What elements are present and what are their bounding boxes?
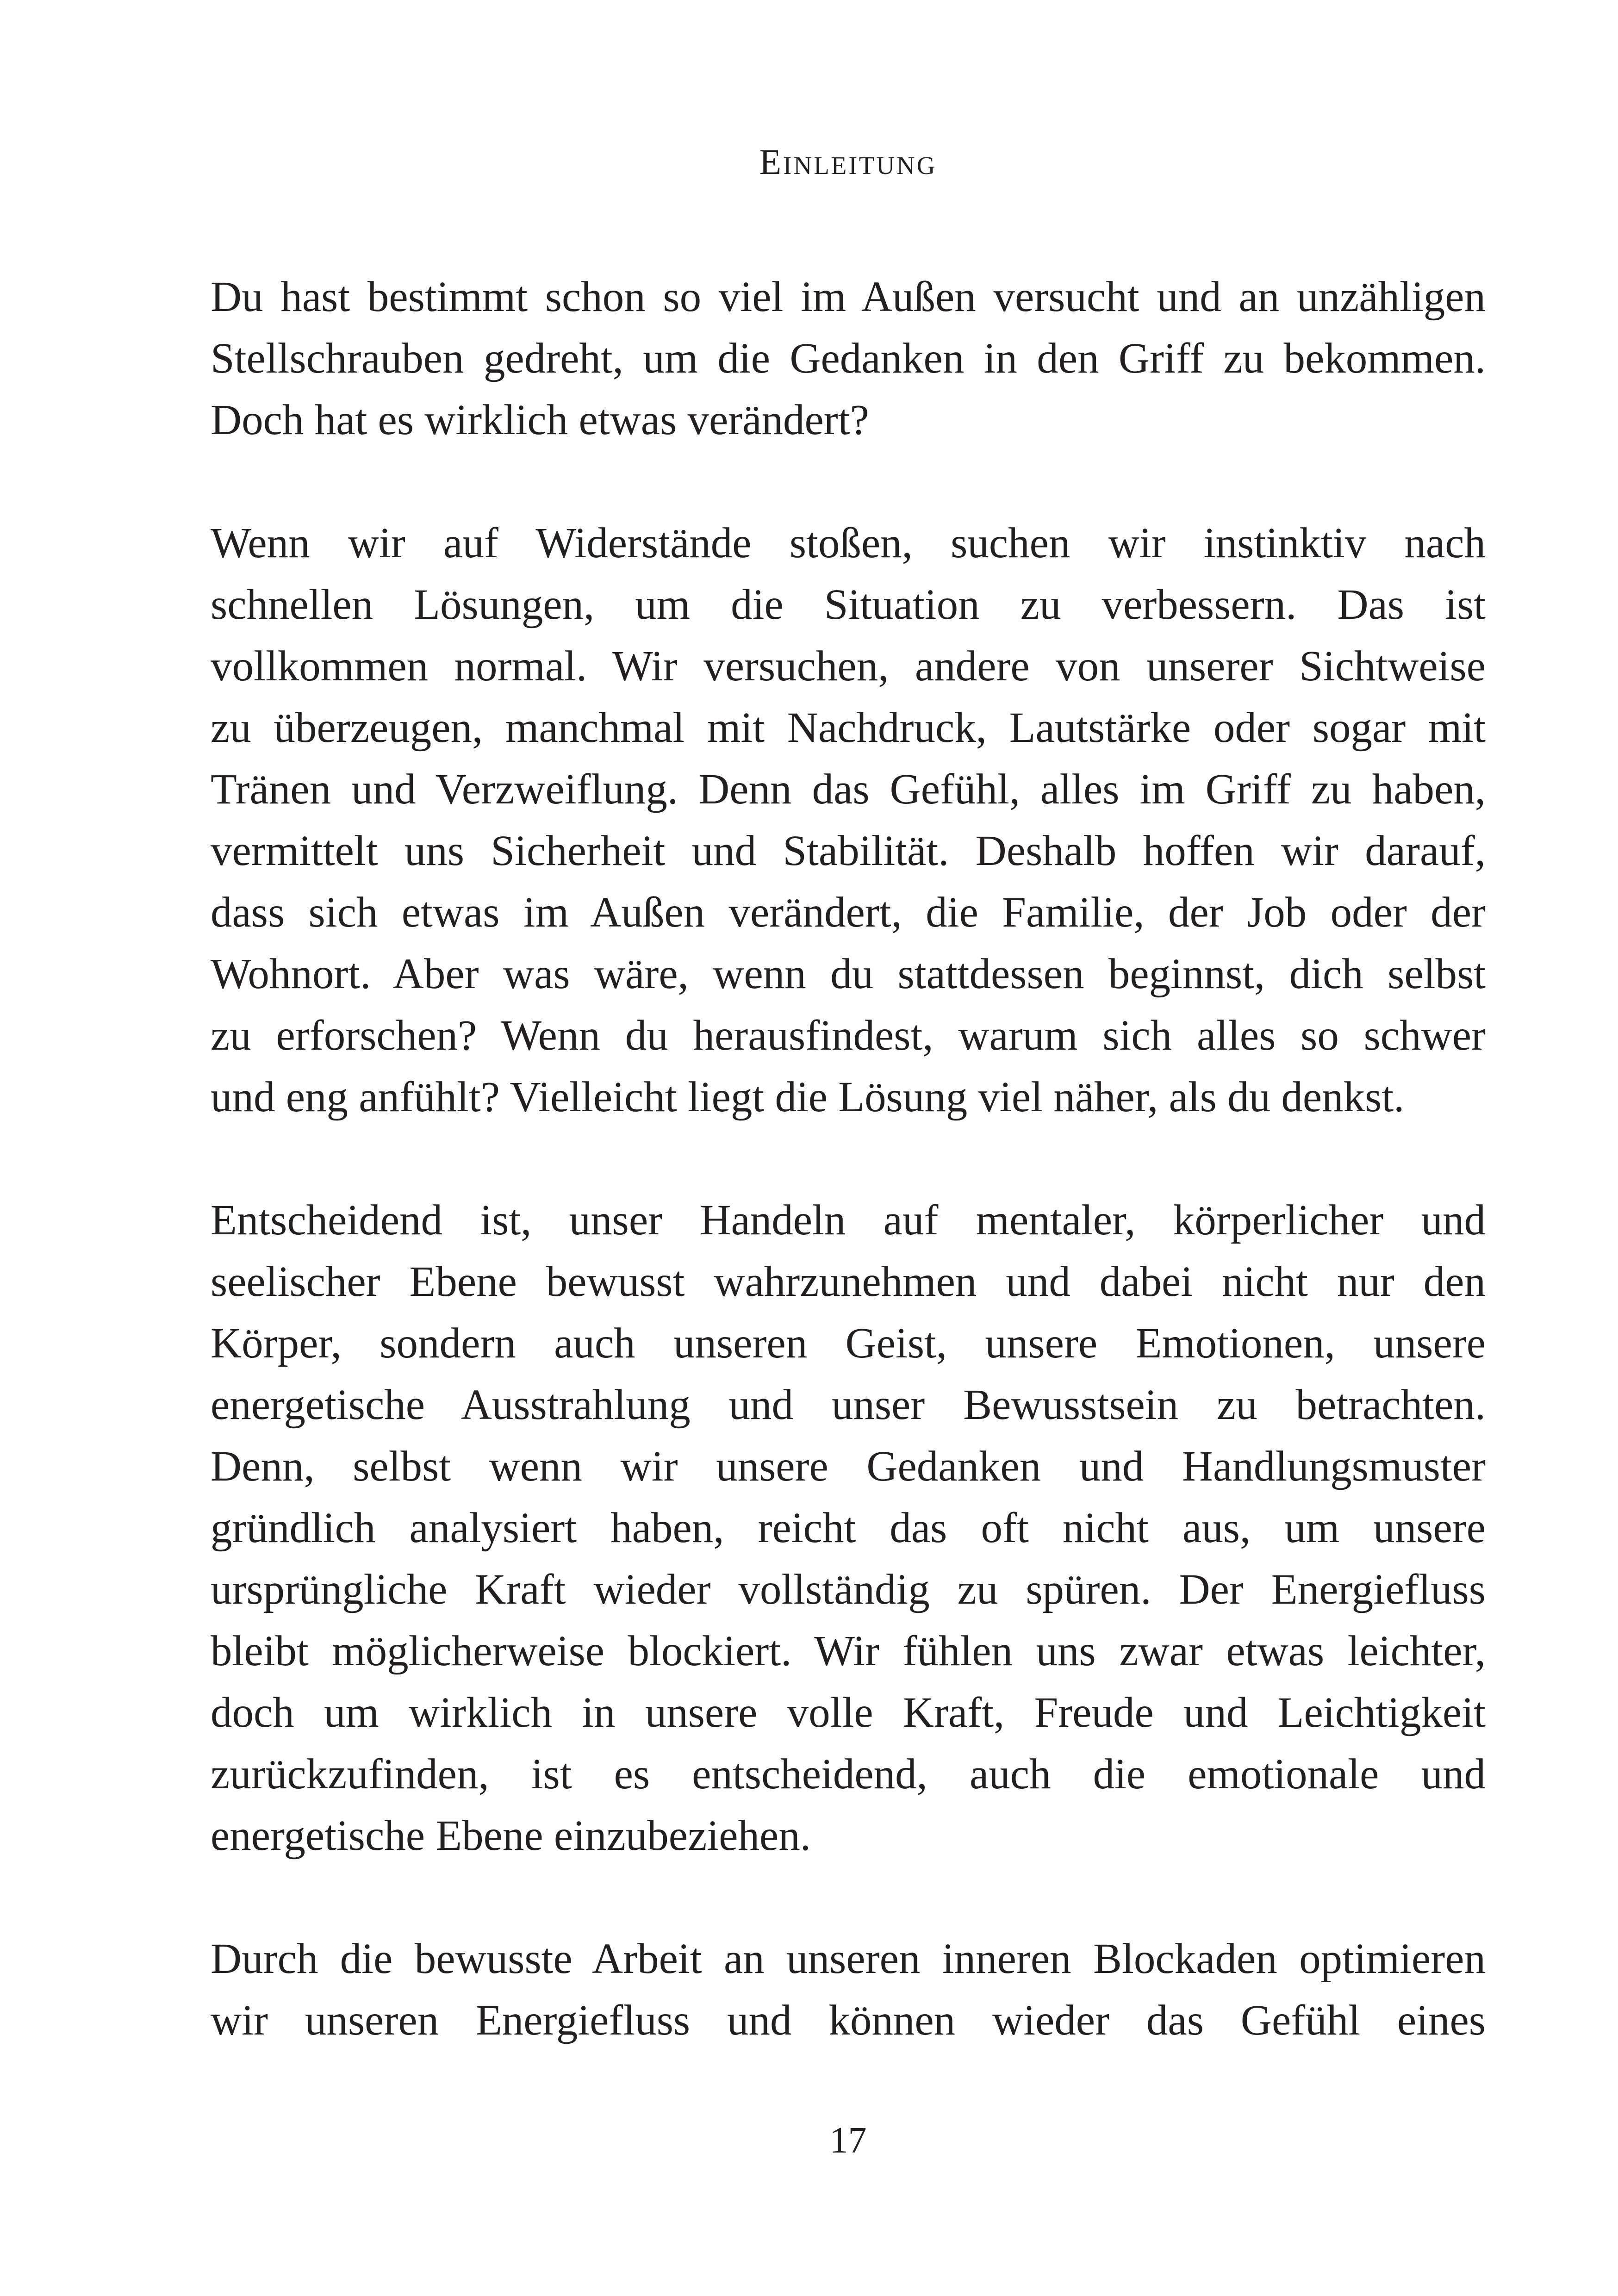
text-line: energetische Ausstrahlung und unser Bewusstsein zu betrachten.	[211, 1381, 1486, 1429]
text-line: gründlich analysiert haben, reicht das oft nicht aus, um unsere	[211, 1504, 1486, 1552]
text-line: Entscheidend ist, unser Handeln auf mentaler, körperlicher und	[211, 1196, 1486, 1244]
text-line: wir unseren Energiefluss und können wieder das Gefühl eines	[211, 1997, 1486, 2044]
text-line: bleibt möglicherweise blockiert. Wir fühlen uns zwar etwas leichter,	[211, 1627, 1486, 1675]
text-line: Denn, selbst wenn wir unsere Gedanken und Handlungsmuster	[211, 1443, 1486, 1490]
text-line: Tränen und Verzweiflung. Denn das Gefühl, alles im Griff zu haben,	[211, 765, 1486, 813]
text-line: dass sich etwas im Außen verändert, die Familie, der Job oder der	[211, 889, 1486, 936]
text-line: schnellen Lösungen, um die Situation zu verbessern. Das ist	[211, 581, 1486, 628]
text-line: vermittelt uns Sicherheit und Stabilität. Deshalb hoffen wir darauf,	[211, 827, 1486, 875]
text-line: zu überzeugen, manchmal mit Nachdruck, Lautstärke oder sogar mit	[211, 704, 1486, 752]
text-line: doch um wirklich in unsere volle Kraft, Freude und Leichtigkeit	[211, 1689, 1486, 1736]
text-line: energetische Ebene einzubeziehen.	[211, 1812, 811, 1860]
text-line: vollkommen normal. Wir versuchen, andere von unserer Sichtweise	[211, 642, 1486, 690]
text-line: Du hast bestimmt schon so viel im Außen versucht und an unzähligen	[211, 273, 1486, 321]
paragraph	[211, 266, 1486, 451]
body-text	[211, 266, 1486, 2113]
text-line: Wenn wir auf Widerstände stoßen, suchen wir instinktiv nach	[211, 519, 1486, 567]
text-line: Stellschrauben gedreht, um die Gedanken in den Griff zu bekommen.	[211, 335, 1486, 382]
text-line: Wohnort. Aber was wäre, wenn du stattdessen beginnst, dich selbst	[211, 950, 1486, 998]
text-line: Körper, sondern auch unseren Geist, unsere Emotionen, unsere	[211, 1319, 1486, 1367]
page-number: 17	[829, 2120, 867, 2161]
text-line: Doch hat es wirklich etwas verändert?	[211, 396, 869, 444]
text-line: seelischer Ebene bewusst wahrzunehmen und dabei nicht nur den	[211, 1258, 1486, 1306]
paragraph	[211, 512, 1486, 1128]
text-line: zurückzufinden, ist es entscheidend, auch die emotionale und	[211, 1750, 1486, 1798]
paragraph	[211, 1189, 1486, 1867]
text-line: ursprüngliche Kraft wieder vollständig zu spüren. Der Energiefluss	[211, 1566, 1486, 1613]
running-header: Einleitung	[759, 142, 937, 182]
text-line: Durch die bewusste Arbeit an unseren inneren Blockaden optimieren	[211, 1935, 1486, 1983]
paragraph	[211, 1928, 1486, 2051]
text-line: und eng anfühlt? Vielleicht liegt die Lösung viel näher, als du denkst.	[211, 1073, 1405, 1121]
text-line: zu erforschen? Wenn du herausfindest, warum sich alles so schwer	[211, 1012, 1486, 1059]
